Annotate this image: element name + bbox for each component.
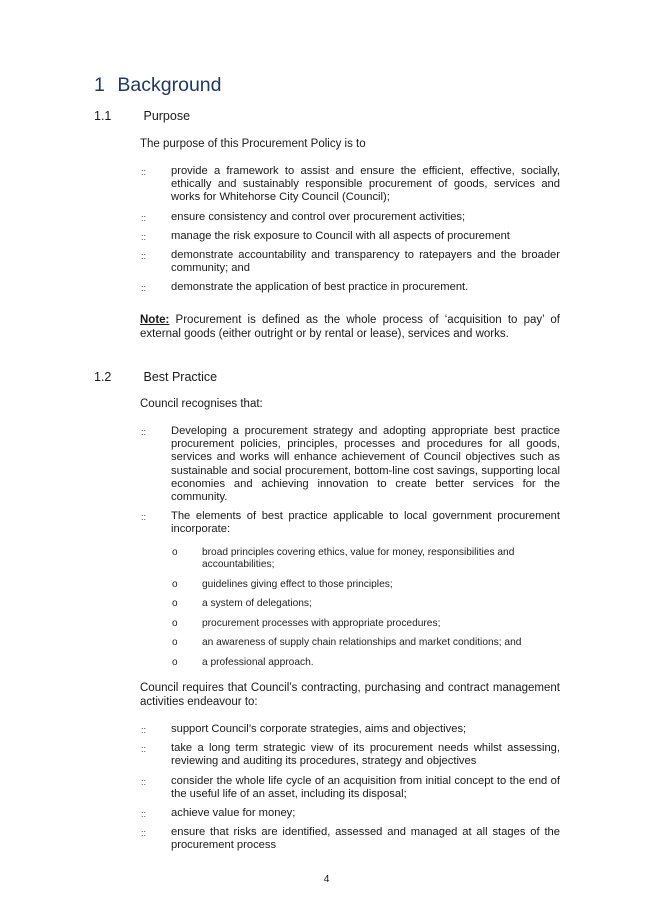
circle-bullet-icon: o xyxy=(172,578,178,590)
list-item: :: demonstrate the application of best practice in procurement. xyxy=(140,281,560,294)
subsection-title: Best Practice xyxy=(143,370,218,384)
best-practice-intro: Council recognises that: xyxy=(140,398,263,410)
list-item: o an awareness of supply chain relationships and market conditions; and xyxy=(172,637,522,649)
subsection-title: Purpose xyxy=(143,109,191,123)
list-item: :: manage the risk exposure to Council with all aspects of procurement xyxy=(140,230,560,243)
procurement-note xyxy=(140,314,560,341)
list-item: o broad principles covering ethics, value for money, responsibilities and accountabilities; xyxy=(172,547,515,570)
list-item: :: ensure consistency and control over procurement activities; xyxy=(140,211,560,224)
council-requires-paragraph: Council requires that Council’s contracting, purchasing and contract management activities endeavour to: xyxy=(140,682,560,708)
circle-bullet-icon: o xyxy=(172,547,178,558)
circle-bullet-icon: o xyxy=(172,637,178,649)
subsection-heading-best-practice xyxy=(94,370,217,384)
purpose-intro: The purpose of this Procurement Policy is to xyxy=(140,138,366,150)
list-item: :: ensure that risks are identified, assessed and managed at all stages of the procurement process xyxy=(141,826,560,852)
bullet-icon: :: xyxy=(141,725,147,735)
note-text: Procurement is defined as the whole process of ‘acquisition to pay’ of external goods (either outright or by rental or lease), services and works. xyxy=(140,314,560,340)
list-item: o a system of delegations; xyxy=(172,598,312,610)
list-item: :: support Council’s corporate strategies, aims and objectives; xyxy=(140,723,560,736)
list-item: :: provide a framework to assist and ensure the efficient, effective, socially, ethically and sustainably responsible procurement of goods, services and works for Whitehorse City Council (Council); xyxy=(141,165,560,204)
section-heading xyxy=(94,74,222,97)
circle-bullet-icon: o xyxy=(172,656,178,668)
bullet-icon: :: xyxy=(141,512,147,523)
list-item: :: consider the whole life cycle of an acquisition from initial concept to the end of the useful life of an asset, including its disposal; xyxy=(141,774,560,800)
best-practice-bullet-list xyxy=(140,425,560,543)
bullet-icon: :: xyxy=(141,167,147,177)
list-item: :: Developing a procurement strategy and adopting appropriate best practice procurement policies, principles, processes and procedures for all goods, services and works will enhance achievement of Council objectives such as sustainable and social procurement, bottom-line cost savings, supporting local economies and achieving innovation to create better services for the community. xyxy=(141,425,560,504)
bullet-icon: :: xyxy=(141,744,147,755)
bullet-icon: :: xyxy=(141,231,147,242)
bullet-icon: :: xyxy=(141,251,147,262)
circle-bullet-icon: o xyxy=(172,598,178,610)
page-number: 4 xyxy=(323,873,330,885)
bullet-icon: :: xyxy=(141,809,147,820)
list-item: :: The elements of best practice applicable to local government procurement incorporate: xyxy=(141,510,560,536)
council-requires-bullet-list xyxy=(140,723,560,859)
bullet-icon: :: xyxy=(141,828,147,839)
list-item: o procurement processes with appropriate procedures; xyxy=(172,617,441,629)
subsection-number: 1.1 xyxy=(94,109,112,123)
list-item: :: demonstrate accountability and transparency to ratepayers and the broader community; and xyxy=(141,249,560,275)
purpose-bullet-list xyxy=(140,165,560,301)
bullet-icon: :: xyxy=(141,283,147,294)
list-item: o guidelines giving effect to those principles; xyxy=(172,578,393,590)
list-item: :: achieve value for money; xyxy=(140,807,560,820)
best-practice-elements-list xyxy=(171,547,561,677)
note-label: Note: xyxy=(140,314,170,326)
bullet-icon: :: xyxy=(141,776,147,787)
list-item: :: take a long term strategic view of its procurement needs whilst assessing, reviewing and auditing its procedures, strategy and objectives xyxy=(141,742,560,768)
section-heading-title: Background xyxy=(117,74,222,96)
section-heading-number: 1 xyxy=(94,74,105,96)
list-item: o a professional approach. xyxy=(172,656,314,668)
circle-bullet-icon: o xyxy=(172,617,178,629)
bullet-icon: :: xyxy=(141,427,147,437)
bullet-icon: :: xyxy=(141,212,147,223)
subsection-number: 1.2 xyxy=(94,370,112,384)
subsection-heading-purpose xyxy=(94,109,190,123)
